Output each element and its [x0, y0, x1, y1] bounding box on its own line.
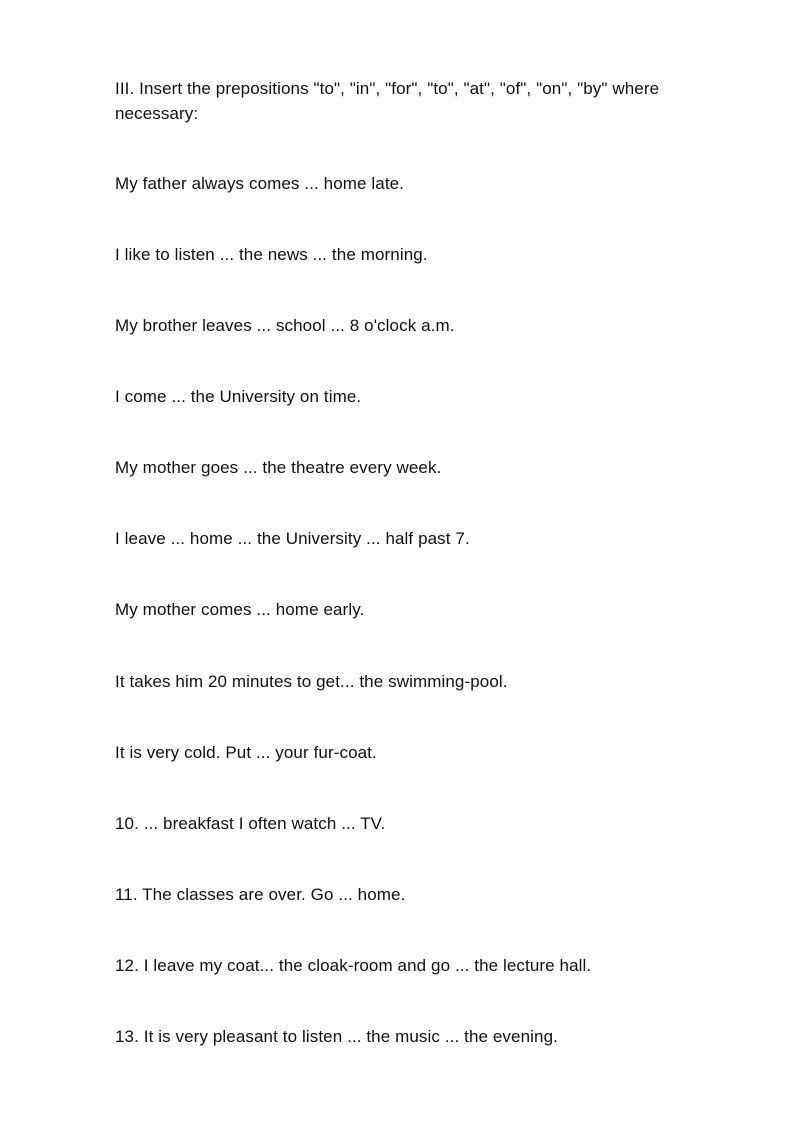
sentence-7: My mother comes ... home early. [115, 600, 365, 619]
sentence-10: 10. ... breakfast I often watch ... TV. [115, 814, 386, 833]
sentence-13: 13. It is very pleasant to listen ... the music ... the evening. [115, 1027, 558, 1046]
sentence-12: 12. I leave my coat... the cloak-room and go ... the lecture hall. [115, 956, 592, 975]
exercise-heading: III. Insert the prepositions "to", "in", "for", "to", "at", "of", "on", "by" where necessary: [115, 79, 660, 123]
sentence-9: It is very cold. Put ... your fur-coat. [115, 743, 377, 762]
sentence-3: My brother leaves ... school ... 8 o'clock a.m. [115, 316, 455, 335]
sentence-11: 11. The classes are over. Go ... home. [115, 885, 406, 904]
sentence-2: I like to listen ... the news ... the morning. [115, 245, 428, 264]
sentence-5: My mother goes ... the theatre every week. [115, 458, 442, 477]
sentence-1: My father always comes ... home late. [115, 174, 405, 193]
sentence-8: It takes him 20 minutes to get... the swimming-pool. [115, 672, 508, 691]
sentence-6: I leave ... home ... the University ... half past 7. [115, 529, 470, 548]
sentence-4: I come ... the University on time. [115, 387, 362, 406]
